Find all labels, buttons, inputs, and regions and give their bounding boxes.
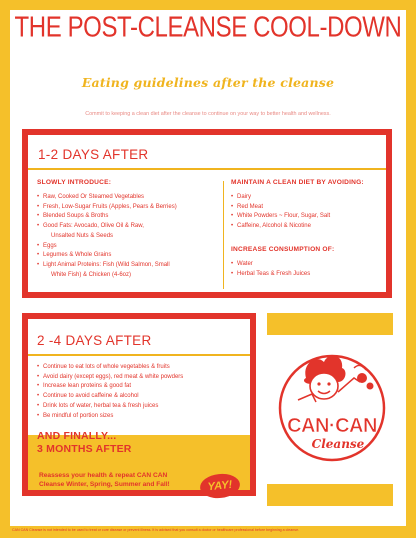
list-item: • Water bbox=[231, 260, 381, 270]
list-item: • Legumes & Whole Grains bbox=[37, 251, 219, 261]
page-title: THE POST-CLEANSE COOL-DOWN bbox=[14, 11, 402, 44]
bottom-accent-bar bbox=[267, 484, 393, 506]
reassess-text: Reassess your health & repeat CAN CAN Cleanse Winter, Spring, Summer and Fall! bbox=[39, 472, 170, 489]
increase-list bbox=[231, 260, 381, 279]
top-accent-bar bbox=[267, 313, 393, 335]
list-item: • Blended Soups & Broths bbox=[37, 212, 219, 222]
avoid-heading: MAINTAIN A CLEAN DIET BY AVOIDING: bbox=[231, 179, 364, 186]
list-item: • Good Fats: Avocado, Olive Oil & Raw, bbox=[37, 222, 219, 232]
logo-brand: CAN·CAN bbox=[287, 415, 377, 437]
increase-heading: INCREASE CONSUMPTION OF: bbox=[231, 246, 335, 253]
section-2-4-days-box bbox=[22, 313, 256, 496]
section-1-divider bbox=[28, 168, 386, 170]
list-item: • Increase lean proteins & good fat bbox=[37, 382, 247, 392]
list-item-continued: Unsalted Nuts & Seeds bbox=[51, 232, 114, 239]
list-item: • Red Meat bbox=[231, 203, 381, 213]
avoid-list bbox=[231, 193, 381, 232]
finally-heading bbox=[37, 430, 132, 455]
list-item: • Avoid dairy (except eggs), red meat & white powders bbox=[37, 373, 247, 383]
introduce-list bbox=[37, 193, 219, 280]
list-item: • White Powders ~ Flour, Sugar, Salt bbox=[231, 212, 381, 222]
list-item: • Caffeine, Alcohol & Nicotine bbox=[231, 222, 381, 232]
list-item: • Dairy bbox=[231, 193, 381, 203]
list-item: • Raw, Cooked Or Steamed Vegetables bbox=[37, 193, 219, 203]
section-2-heading: 2 -4 DAYS AFTER bbox=[37, 333, 152, 348]
finally-line-1: AND FINALLY... bbox=[37, 430, 117, 442]
finally-line-2: 3 MONTHS AFTER bbox=[37, 442, 132, 455]
list-item: • Herbal Teas & Fresh Juices bbox=[231, 270, 381, 280]
can-can-cleanse-logo bbox=[268, 342, 396, 472]
page-subtitle: Eating guidelines after the cleanse bbox=[81, 75, 335, 90]
list-item: • Drink lots of water, herbal tea & fresh juices bbox=[37, 402, 247, 412]
column-divider bbox=[223, 181, 224, 289]
list-item-continued: White Fish) & Chicken (4-6oz) bbox=[51, 271, 132, 278]
intro-text: Commit to keeping a clean diet after the cleanse to continue on your way to better health and wellness. bbox=[85, 111, 331, 117]
list-item: • Be mindful of portion sizes bbox=[37, 412, 247, 422]
section-1-heading: 1-2 DAYS AFTER bbox=[38, 147, 149, 162]
list-item: • Eggs bbox=[37, 242, 219, 252]
list-item: • Continue to avoid caffeine & alcohol bbox=[37, 392, 247, 402]
list-item: • Light Animal Proteins: Fish (Wild Salmon, Small bbox=[37, 261, 219, 271]
logo-tagline: Cleanse bbox=[311, 437, 365, 451]
list-item: • Continue to eat lots of whole vegetables & fruits bbox=[37, 363, 247, 373]
list-item: • Fresh, Low-Sugar Fruits (Apples, Pears & Berries) bbox=[37, 203, 219, 213]
section-1-2-days-box bbox=[22, 129, 392, 298]
yay-badge: YAY! bbox=[199, 472, 241, 500]
section-2-list bbox=[37, 363, 247, 421]
introduce-heading: SLOWLY INTRODUCE: bbox=[37, 179, 112, 186]
section-2-divider bbox=[28, 354, 250, 356]
disclaimer-text: CAN CAN Cleanse is not intended to be used to treat or cure disease or prevent illness. It is advised that you consult a doctor or healthcare professional before beginning a cleanse. bbox=[12, 528, 300, 532]
